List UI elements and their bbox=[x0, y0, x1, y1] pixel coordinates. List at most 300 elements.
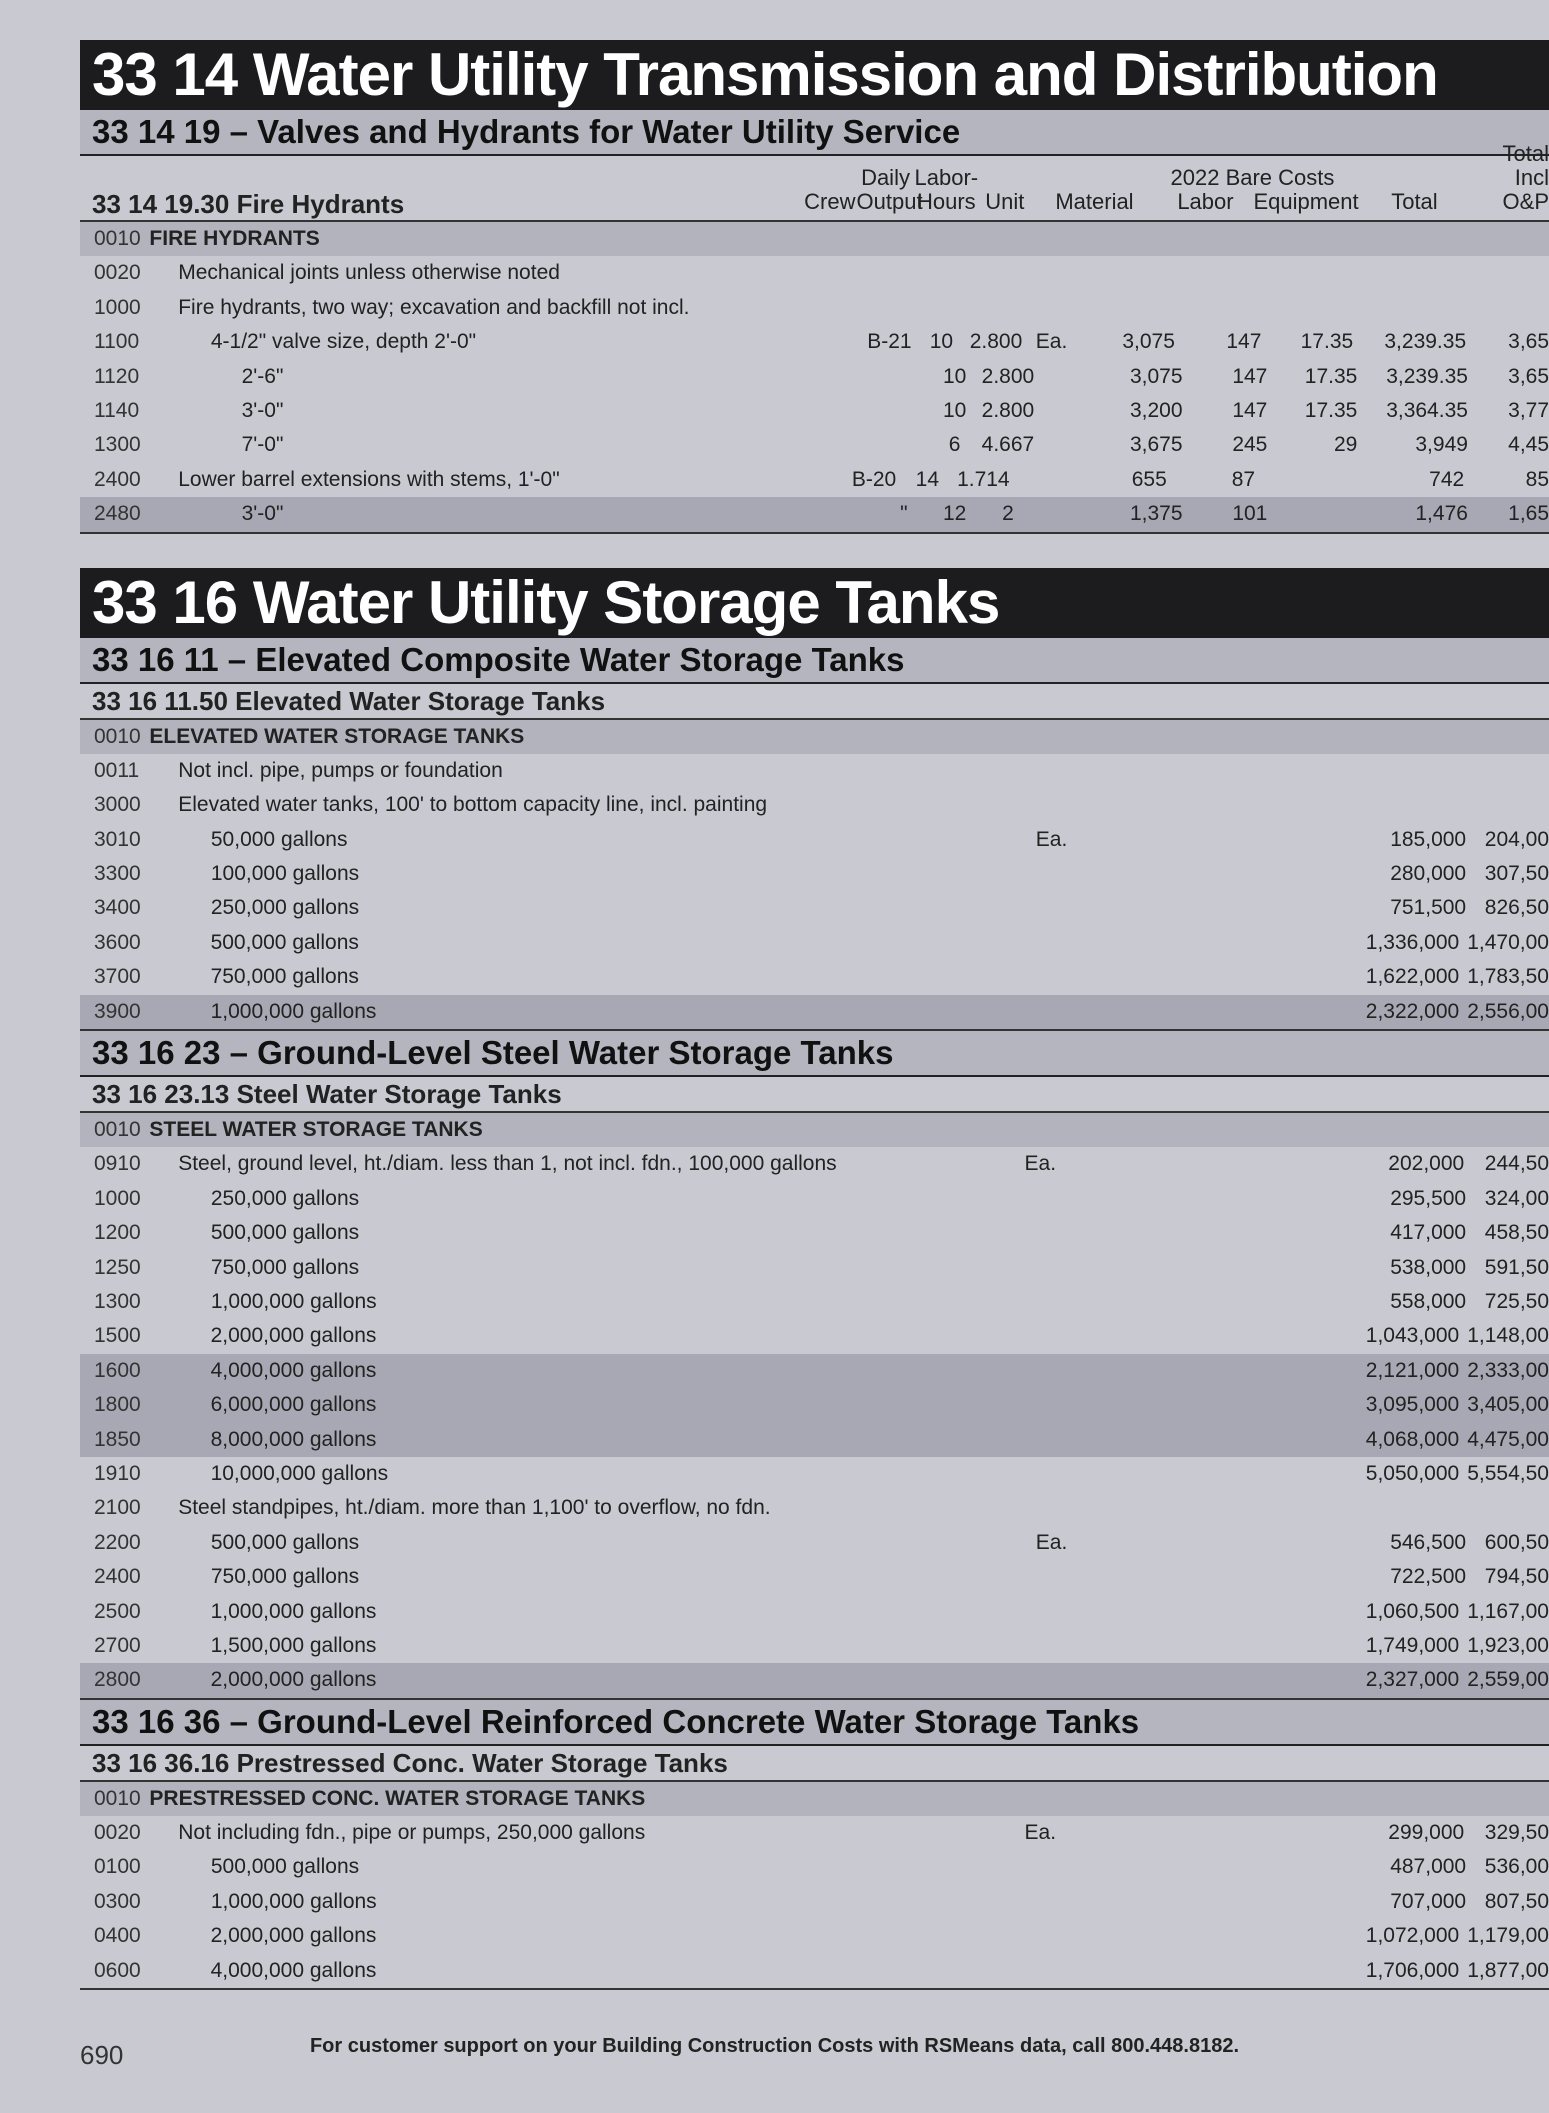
cell-unit bbox=[1013, 256, 1067, 290]
unit-title-prestressed-tanks: 33 16 36.16 Prestressed Conc. Water Storage Tanks bbox=[80, 1746, 1549, 1782]
cell-desc: 500,000 gallons bbox=[210, 930, 359, 954]
cell-mat bbox=[1073, 1919, 1185, 1953]
cell-lab bbox=[1185, 995, 1271, 1029]
cell-eq bbox=[1271, 754, 1365, 788]
cell-lab bbox=[1185, 1595, 1271, 1629]
cell-mat bbox=[1078, 1182, 1191, 1216]
cell-code: 0010 bbox=[94, 1118, 141, 1142]
cell-out bbox=[901, 256, 953, 290]
cell-eq bbox=[1266, 1113, 1361, 1147]
cell-code: 0011 bbox=[94, 758, 140, 782]
cell-hrs bbox=[967, 1526, 1025, 1560]
cell-crew bbox=[859, 1629, 912, 1663]
cell-hrs bbox=[967, 1216, 1025, 1250]
cell-crew bbox=[859, 1954, 912, 1988]
cell-lab bbox=[1191, 1885, 1278, 1919]
cell-out bbox=[912, 1388, 963, 1422]
cell-desc: 750,000 gallons bbox=[210, 965, 359, 989]
cell-eq bbox=[1277, 823, 1369, 857]
cell-crew bbox=[878, 394, 930, 428]
cell-code: 0010 bbox=[94, 227, 141, 250]
cell-crew bbox=[847, 291, 901, 325]
cell-out bbox=[916, 1285, 967, 1319]
cell-tot bbox=[1365, 754, 1472, 788]
table-row bbox=[80, 1850, 1549, 1884]
cell-op bbox=[1472, 788, 1549, 822]
cell-code: 3400 bbox=[94, 896, 141, 920]
cell-mat bbox=[1073, 1595, 1185, 1629]
cell-tot: 295,500 bbox=[1390, 1186, 1467, 1210]
prestressed-tanks-table bbox=[80, 1782, 1549, 1990]
cell-tot: 1,706,000 bbox=[1365, 1958, 1460, 1982]
cell-tot: 3,239.35 bbox=[1386, 364, 1468, 388]
cell-op bbox=[1471, 1782, 1549, 1816]
cell-code: 0300 bbox=[94, 1889, 141, 1913]
cell-lab bbox=[1191, 1285, 1278, 1319]
cell-tot bbox=[1365, 1491, 1472, 1525]
table-row bbox=[80, 222, 1549, 256]
cell-op bbox=[1471, 720, 1549, 754]
cell-unit bbox=[1003, 1113, 1058, 1147]
cell-tot: 3,949 bbox=[1415, 433, 1468, 457]
table-row bbox=[80, 1816, 1549, 1850]
cell-eq bbox=[1277, 1526, 1369, 1560]
cell-op: 1,470,00 bbox=[1467, 930, 1549, 954]
cell-lab bbox=[1176, 222, 1266, 256]
table-row bbox=[80, 1216, 1549, 1250]
cell-desc: Mechanical joints unless otherwise noted bbox=[178, 261, 560, 285]
cell-eq bbox=[1271, 1457, 1362, 1491]
cell-mat bbox=[1073, 1319, 1185, 1353]
cell-eq bbox=[1271, 463, 1365, 497]
cell-unit bbox=[1025, 1251, 1078, 1285]
table-row bbox=[80, 1251, 1549, 1285]
cell-desc: FIRE HYDRANTS bbox=[149, 227, 320, 250]
cell-out bbox=[916, 1216, 967, 1250]
cell-op: 807,50 bbox=[1484, 1889, 1549, 1913]
cell-eq bbox=[1271, 1816, 1365, 1850]
cell-tot: 1,336,000 bbox=[1365, 930, 1460, 954]
cell-out: 6 bbox=[948, 433, 961, 457]
cell-code: 1800 bbox=[94, 1393, 141, 1417]
cell-code: 1910 bbox=[94, 1461, 141, 1485]
cell-mat bbox=[1073, 995, 1185, 1029]
cell-crew bbox=[863, 1885, 916, 1919]
cell-mat bbox=[1073, 960, 1185, 994]
cell-op: 1,877,00 bbox=[1467, 1958, 1549, 1982]
cost-page bbox=[80, 40, 1549, 1990]
cell-lab bbox=[1185, 926, 1271, 960]
cell-eq bbox=[1271, 1491, 1365, 1525]
cell-unit bbox=[1013, 754, 1067, 788]
cell-out: 14 bbox=[915, 467, 939, 491]
cell-hrs bbox=[967, 1285, 1025, 1319]
cell-code: 2800 bbox=[94, 1668, 141, 1692]
cell-crew bbox=[863, 1526, 916, 1560]
cell-eq bbox=[1271, 1663, 1362, 1697]
table-row bbox=[80, 891, 1549, 925]
cell-eq bbox=[1266, 1782, 1361, 1816]
cell-desc: 10,000,000 gallons bbox=[210, 1461, 389, 1485]
cell-crew bbox=[859, 1388, 912, 1422]
cell-op: 3,77 bbox=[1508, 398, 1549, 422]
cell-hrs bbox=[942, 720, 1003, 754]
cell-tot: 4,068,000 bbox=[1365, 1427, 1460, 1451]
cell-mat bbox=[1078, 891, 1191, 925]
cell-hrs: 2.800 bbox=[981, 364, 1035, 388]
cell-unit bbox=[1020, 960, 1073, 994]
cell-unit bbox=[1025, 1285, 1078, 1319]
cell-code: 0600 bbox=[94, 1958, 141, 1982]
cell-mat bbox=[1073, 1423, 1185, 1457]
cell-lab bbox=[1191, 1251, 1278, 1285]
cell-code: 1600 bbox=[94, 1358, 141, 1382]
cell-mat bbox=[1078, 1251, 1191, 1285]
cell-out bbox=[912, 1954, 963, 1988]
cell-code: 1100 bbox=[94, 330, 140, 354]
cell-eq bbox=[1277, 857, 1369, 891]
cell-desc: 1,000,000 gallons bbox=[210, 1599, 377, 1623]
cell-code: 2400 bbox=[94, 467, 141, 491]
cell-hrs bbox=[954, 788, 1014, 822]
cell-mat bbox=[1073, 1663, 1185, 1697]
subsection-title-33-16-36: 33 16 36 – Ground-Level Reinforced Concrete Water Storage Tanks bbox=[80, 1700, 1549, 1746]
cell-op bbox=[1472, 1491, 1549, 1525]
cell-code: 1500 bbox=[94, 1324, 141, 1348]
table-row bbox=[80, 1954, 1549, 1988]
cell-lab bbox=[1176, 720, 1266, 754]
cell-out bbox=[912, 1595, 963, 1629]
cell-op bbox=[1471, 222, 1549, 256]
cell-lab bbox=[1191, 1182, 1278, 1216]
cell-eq bbox=[1271, 1595, 1362, 1629]
cell-crew bbox=[859, 1595, 912, 1629]
cell-tot: 487,000 bbox=[1390, 1855, 1467, 1879]
cell-out bbox=[912, 995, 963, 1029]
cell-mat bbox=[1058, 720, 1176, 754]
cell-mat bbox=[1078, 1216, 1191, 1250]
cell-hrs: 1.714 bbox=[957, 467, 1010, 491]
cell-out bbox=[916, 1182, 967, 1216]
cell-code: 3600 bbox=[94, 930, 141, 954]
cell-code: 2700 bbox=[94, 1633, 141, 1657]
cell-unit: Ea. bbox=[1035, 1530, 1068, 1554]
cell-out bbox=[888, 720, 942, 754]
cell-eq: 17.35 bbox=[1304, 398, 1358, 422]
header-labor: Labor bbox=[1177, 189, 1234, 214]
cell-desc: 750,000 gallons bbox=[210, 1565, 360, 1589]
cell-hrs bbox=[963, 1595, 1021, 1629]
cell-code: 0020 bbox=[94, 1821, 141, 1845]
cell-code: 3010 bbox=[94, 827, 141, 851]
table-row bbox=[80, 497, 1549, 531]
cell-lab bbox=[1185, 1354, 1271, 1388]
table-row bbox=[80, 325, 1549, 359]
cell-tot: 280,000 bbox=[1390, 862, 1467, 886]
cell-eq: 29 bbox=[1333, 433, 1358, 457]
cell-desc: ELEVATED WATER STORAGE TANKS bbox=[149, 724, 525, 748]
cell-lab: 101 bbox=[1232, 502, 1268, 526]
cell-crew bbox=[863, 823, 916, 857]
cell-op: 600,50 bbox=[1484, 1530, 1549, 1554]
cell-mat bbox=[1067, 1816, 1182, 1850]
cell-op: 1,179,00 bbox=[1467, 1924, 1549, 1948]
cell-desc: STEEL WATER STORAGE TANKS bbox=[149, 1118, 483, 1142]
cell-tot bbox=[1361, 222, 1471, 256]
cell-desc: Fire hydrants, two way; excavation and backfill not incl. bbox=[178, 295, 690, 319]
cell-unit bbox=[1020, 1954, 1073, 1988]
table-row bbox=[80, 788, 1549, 822]
cell-lab bbox=[1191, 823, 1278, 857]
cell-eq: 17.35 bbox=[1300, 330, 1354, 354]
cell-unit bbox=[1025, 1850, 1078, 1884]
table-row bbox=[80, 1423, 1549, 1457]
elevated-tanks-table bbox=[80, 720, 1549, 1032]
table-row bbox=[80, 1113, 1549, 1147]
cell-code: 1300 bbox=[94, 1289, 141, 1313]
cell-tot: 538,000 bbox=[1390, 1255, 1467, 1279]
cell-unit bbox=[1020, 1663, 1073, 1697]
cell-lab bbox=[1191, 891, 1278, 925]
cell-hrs bbox=[963, 1629, 1021, 1663]
cell-lab bbox=[1183, 291, 1271, 325]
table-row bbox=[80, 1388, 1549, 1422]
cell-op: 1,923,00 bbox=[1467, 1633, 1549, 1657]
table-row bbox=[80, 926, 1549, 960]
cell-hrs bbox=[963, 1457, 1021, 1491]
cell-hrs bbox=[967, 823, 1025, 857]
cell-eq bbox=[1277, 1285, 1369, 1319]
cell-eq bbox=[1277, 1850, 1369, 1884]
cell-eq bbox=[1271, 1423, 1362, 1457]
cell-lab bbox=[1191, 1560, 1278, 1594]
cell-unit bbox=[1020, 1319, 1073, 1353]
cell-out bbox=[901, 291, 953, 325]
cell-hrs bbox=[963, 1919, 1021, 1953]
cell-mat bbox=[1073, 1388, 1185, 1422]
cell-op: 4,475,00 bbox=[1467, 1427, 1549, 1451]
cell-tot: 3,364.35 bbox=[1386, 398, 1468, 422]
cell-hrs bbox=[963, 1354, 1021, 1388]
cell-crew bbox=[863, 1285, 916, 1319]
cell-lab bbox=[1176, 1113, 1266, 1147]
cell-out bbox=[912, 1319, 963, 1353]
cell-tot: 751,500 bbox=[1390, 896, 1467, 920]
cell-tot: 185,000 bbox=[1390, 827, 1467, 851]
cell-crew bbox=[859, 1354, 912, 1388]
cell-hrs bbox=[942, 1782, 1003, 1816]
cell-unit bbox=[1025, 1182, 1078, 1216]
cell-op: 2,556,00 bbox=[1467, 999, 1549, 1023]
cell-lab bbox=[1191, 1850, 1278, 1884]
cell-unit bbox=[1020, 995, 1073, 1029]
cell-tot: 202,000 bbox=[1388, 1152, 1465, 1176]
cell-mat bbox=[1073, 1954, 1185, 1988]
cell-lab bbox=[1185, 1388, 1271, 1422]
cell-op: 536,00 bbox=[1484, 1855, 1549, 1879]
cell-eq bbox=[1277, 1560, 1369, 1594]
cell-out bbox=[888, 1113, 942, 1147]
cell-op: 2,559,00 bbox=[1467, 1668, 1549, 1692]
cell-eq bbox=[1266, 222, 1361, 256]
cell-hrs: 2.800 bbox=[981, 398, 1035, 422]
cell-lab bbox=[1183, 788, 1271, 822]
cell-unit bbox=[1013, 788, 1067, 822]
cell-crew bbox=[863, 1251, 916, 1285]
cell-hrs bbox=[963, 1954, 1021, 1988]
cell-code: 3700 bbox=[94, 965, 141, 989]
cell-crew bbox=[859, 995, 912, 1029]
cell-tot: 1,622,000 bbox=[1365, 965, 1460, 989]
cell-tot bbox=[1361, 1782, 1471, 1816]
cell-lab bbox=[1183, 1491, 1271, 1525]
cell-hrs bbox=[942, 222, 1003, 256]
cell-eq bbox=[1271, 1919, 1362, 1953]
header-equipment: Equipment bbox=[1253, 189, 1359, 214]
cell-desc: 1,000,000 gallons bbox=[210, 999, 377, 1023]
cell-unit bbox=[1020, 1595, 1073, 1629]
cell-desc: 2,000,000 gallons bbox=[210, 1924, 377, 1948]
cell-op: 1,167,00 bbox=[1467, 1599, 1549, 1623]
cell-code: 0010 bbox=[94, 724, 141, 748]
cell-desc: Not including fdn., pipe or pumps, 250,000 gallons bbox=[178, 1821, 646, 1845]
cell-crew bbox=[847, 1147, 901, 1181]
cell-lab: 147 bbox=[1232, 364, 1268, 388]
page-number: 690 bbox=[80, 2040, 124, 2070]
cell-eq bbox=[1277, 891, 1369, 925]
cell-crew bbox=[859, 1919, 912, 1953]
table-row bbox=[80, 1285, 1549, 1319]
cell-hrs bbox=[963, 1388, 1021, 1422]
cell-out bbox=[912, 1423, 963, 1457]
cell-out bbox=[912, 960, 963, 994]
cell-out bbox=[912, 1663, 963, 1697]
cell-unit bbox=[1036, 394, 1088, 428]
cell-op: 244,50 bbox=[1484, 1152, 1549, 1176]
cell-code: 2500 bbox=[94, 1599, 141, 1623]
cell-op bbox=[1472, 256, 1549, 290]
cell-desc: Not incl. pipe, pumps or foundation bbox=[178, 758, 503, 782]
cell-code: 3900 bbox=[94, 999, 141, 1023]
cell-desc: 50,000 gallons bbox=[210, 827, 348, 851]
cell-desc: Steel, ground level, ht./diam. less than 1, not incl. fdn., 100,000 gallons bbox=[178, 1152, 837, 1176]
cell-out bbox=[912, 1457, 963, 1491]
cell-crew bbox=[833, 720, 888, 754]
cell-out bbox=[916, 857, 967, 891]
cell-crew bbox=[863, 1216, 916, 1250]
cell-op: 458,50 bbox=[1484, 1221, 1549, 1245]
cell-desc: 6,000,000 gallons bbox=[210, 1393, 377, 1417]
cell-desc: 2,000,000 gallons bbox=[210, 1324, 377, 1348]
cell-lab bbox=[1185, 1629, 1271, 1663]
cell-code: 2200 bbox=[94, 1530, 141, 1554]
cell-desc: 4-1/2" valve size, depth 2'-0" bbox=[210, 330, 477, 354]
cell-hrs bbox=[954, 1147, 1014, 1181]
table-row bbox=[80, 463, 1549, 497]
cell-mat bbox=[1078, 1560, 1191, 1594]
cell-desc: 7'-0" bbox=[241, 433, 284, 457]
division-title-33-14: 33 14 Water Utility Transmission and Distribution bbox=[80, 40, 1549, 110]
cell-out bbox=[916, 1560, 967, 1594]
table-row bbox=[80, 960, 1549, 994]
cell-op: 1,783,50 bbox=[1467, 965, 1549, 989]
cell-desc: 250,000 gallons bbox=[210, 896, 360, 920]
cell-mat bbox=[1067, 1147, 1182, 1181]
cell-lab bbox=[1183, 1147, 1271, 1181]
cell-tot: 299,000 bbox=[1388, 1821, 1465, 1845]
table-row bbox=[80, 823, 1549, 857]
cell-mat: 655 bbox=[1131, 467, 1167, 491]
cell-unit bbox=[1020, 1388, 1073, 1422]
cell-unit bbox=[1020, 1629, 1073, 1663]
cell-hrs bbox=[954, 1816, 1014, 1850]
cell-hrs bbox=[967, 891, 1025, 925]
cell-out bbox=[916, 1850, 967, 1884]
table-row bbox=[80, 1491, 1549, 1525]
cell-op: 85 bbox=[1525, 467, 1549, 491]
cell-unit bbox=[1025, 1885, 1078, 1919]
table-row bbox=[80, 1526, 1549, 1560]
cell-crew bbox=[859, 960, 912, 994]
cell-mat: 1,375 bbox=[1129, 502, 1183, 526]
cell-unit bbox=[1036, 497, 1088, 531]
table-row bbox=[80, 995, 1549, 1029]
cell-crew bbox=[859, 1457, 912, 1491]
cell-tot: 417,000 bbox=[1390, 1221, 1467, 1245]
cell-hrs bbox=[954, 1491, 1014, 1525]
cell-mat bbox=[1058, 1113, 1176, 1147]
cell-mat bbox=[1073, 926, 1185, 960]
cell-eq bbox=[1277, 1182, 1369, 1216]
table-row bbox=[80, 256, 1549, 290]
cell-op: 329,50 bbox=[1484, 1821, 1549, 1845]
unit-title-fire-hydrants: 33 14 19.30 Fire Hydrants bbox=[92, 189, 405, 219]
cell-desc: 250,000 gallons bbox=[210, 1186, 360, 1210]
cell-op: 307,50 bbox=[1484, 862, 1549, 886]
cell-eq bbox=[1271, 1319, 1362, 1353]
table-row bbox=[80, 1182, 1549, 1216]
cell-out bbox=[901, 1816, 953, 1850]
cell-eq bbox=[1271, 1629, 1362, 1663]
cell-crew bbox=[863, 1182, 916, 1216]
cell-unit bbox=[1025, 1216, 1078, 1250]
cell-lab bbox=[1185, 1954, 1271, 1988]
cell-eq bbox=[1271, 926, 1362, 960]
cell-op: 2,333,00 bbox=[1467, 1358, 1549, 1382]
cell-mat bbox=[1073, 1457, 1185, 1491]
steel-tanks-table bbox=[80, 1113, 1549, 1700]
cell-desc: Lower barrel extensions with stems, 1'-0" bbox=[178, 467, 560, 491]
cell-lab bbox=[1185, 1423, 1271, 1457]
cell-out bbox=[912, 926, 963, 960]
cell-code: 0020 bbox=[94, 261, 141, 285]
table-row bbox=[80, 1457, 1549, 1491]
cell-unit: Ea. bbox=[1024, 1152, 1057, 1176]
cell-mat: 3,075 bbox=[1129, 364, 1183, 388]
cell-tot bbox=[1365, 256, 1472, 290]
cell-tot: 1,060,500 bbox=[1365, 1599, 1460, 1623]
cell-crew bbox=[847, 1491, 901, 1525]
cell-lab bbox=[1183, 256, 1271, 290]
cell-eq bbox=[1271, 291, 1365, 325]
cell-lab: 245 bbox=[1232, 433, 1268, 457]
cell-crew bbox=[859, 1423, 912, 1457]
cell-unit bbox=[1020, 926, 1073, 960]
cell-eq bbox=[1271, 1354, 1362, 1388]
cell-out bbox=[901, 754, 953, 788]
cell-tot: 1,072,000 bbox=[1365, 1924, 1460, 1948]
cell-hrs bbox=[963, 1663, 1021, 1697]
